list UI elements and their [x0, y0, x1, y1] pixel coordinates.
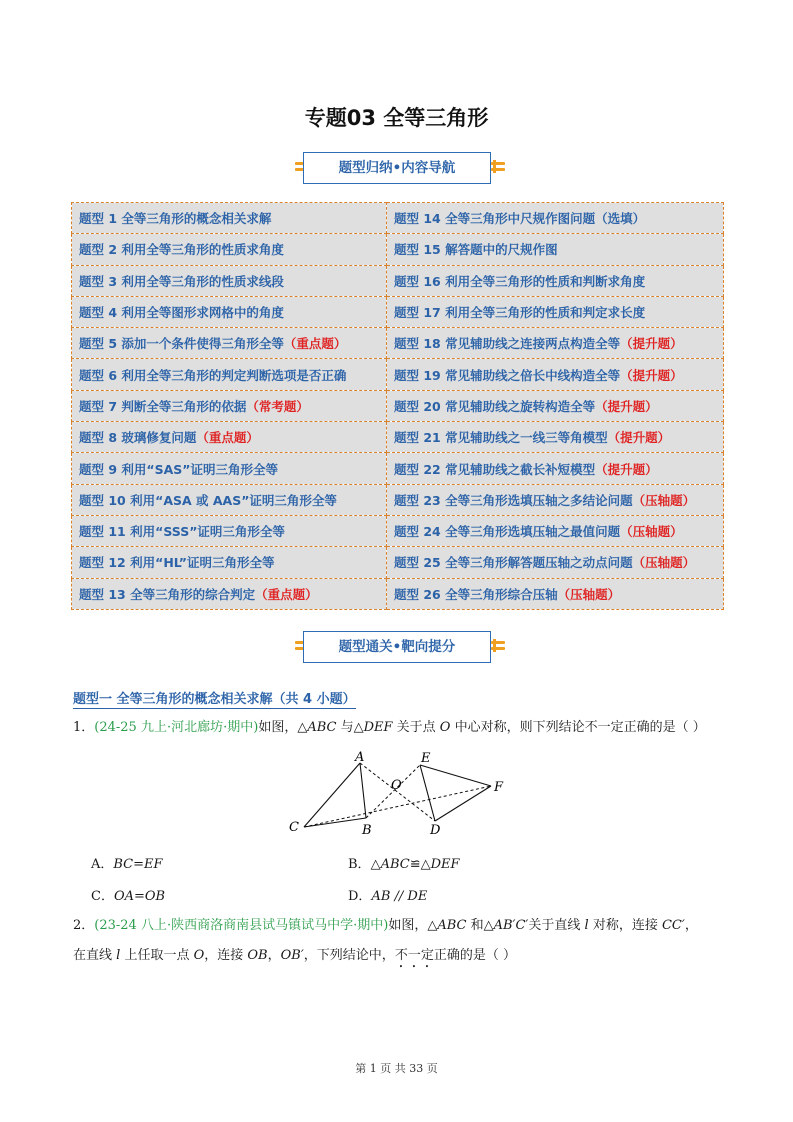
nav-item-label: 题型 5 添加一个条件使得三角形全等: [79, 336, 284, 352]
point-label-c: C: [289, 820, 299, 835]
segment-df: [435, 786, 491, 821]
nav-item[interactable]: [72, 265, 387, 296]
stem-text: 对称，连接: [588, 918, 662, 933]
question-2-line-1: [73, 914, 733, 938]
nav-item-label: 题型 17 利用全等三角形的性质和判定求长度: [394, 305, 646, 321]
nav-row: [72, 203, 724, 234]
math-text: CC′: [661, 918, 685, 933]
nav-item-label: 题型 3 利用全等三角形的性质求线段: [79, 273, 284, 289]
nav-item[interactable]: [72, 234, 387, 265]
segment-ca: [304, 763, 360, 827]
question-number: 2．: [73, 918, 95, 933]
nav-item[interactable]: [387, 359, 724, 390]
nav-row: [72, 359, 724, 390]
nav-item-label: 题型 20 常见辅助线之旋转构造全等: [394, 398, 596, 414]
section-banner-navigation: [295, 152, 503, 186]
nav-item-label: 题型 6 利用全等三角形的判定判断选项是否正确: [79, 367, 347, 383]
math-text: OB: [247, 948, 268, 963]
nav-item-tag: （压轴题）: [557, 586, 621, 602]
segment-ed: [420, 765, 435, 821]
math-text: l: [116, 948, 121, 963]
math-text: O: [193, 948, 205, 963]
nav-item-label: 题型 10 利用“ASA 或 AAS”证明三角形全等: [79, 492, 337, 508]
nav-item[interactable]: [72, 547, 387, 578]
nav-item[interactable]: [387, 234, 724, 265]
nav-item[interactable]: [387, 422, 724, 453]
question-1-figure: [280, 748, 520, 840]
nav-item-tag: （压轴题）: [632, 555, 696, 571]
nav-row: [72, 422, 724, 453]
nav-item-label: 题型 11 利用“SSS”证明三角形全等: [79, 524, 285, 540]
nav-item-tag: （重点题）: [283, 336, 347, 352]
nav-item[interactable]: [387, 484, 724, 515]
math-text: l: [584, 918, 589, 933]
section-heading: 题型一 全等三角形的概念相关求解（共 4 小题）: [73, 688, 356, 709]
math-text: AB′C′: [493, 918, 529, 933]
point-label-d: D: [430, 823, 441, 838]
math-text: DEF: [363, 720, 393, 735]
nav-item-tag: （压轴题）: [632, 492, 696, 508]
option-text: △: [370, 857, 381, 872]
nav-item[interactable]: [72, 359, 387, 390]
stem-text: ，下列结论中，: [303, 948, 395, 963]
point-label-o: O: [391, 778, 402, 793]
nav-item-label: 题型 16 利用全等三角形的性质和判断求角度: [394, 273, 646, 289]
nav-item-tag: （重点题）: [196, 430, 259, 446]
nav-item-tag: （常考题）: [246, 398, 309, 414]
nav-item[interactable]: [387, 265, 724, 296]
option-a[interactable]: [91, 853, 163, 872]
section-banner-practice: [295, 631, 503, 665]
math-text: ABC: [307, 720, 337, 735]
stem-text: 正确的是（ ）: [433, 948, 516, 963]
stem-text: 关于点: [392, 720, 440, 735]
nav-item-tag: （提升题）: [595, 461, 658, 477]
nav-item[interactable]: [387, 390, 724, 421]
option-text: ABC: [380, 857, 410, 872]
stem-text: 关于直线: [528, 918, 585, 933]
question-2-line-2: [73, 944, 733, 971]
segment-ef: [420, 765, 491, 786]
nav-item[interactable]: [387, 547, 724, 578]
nav-item-label: 题型 25 全等三角形解答题压轴之动点问题: [394, 555, 633, 571]
nav-item[interactable]: [387, 296, 724, 327]
page-title: 专题03 全等三角形: [304, 106, 489, 130]
option-text: OA=OB: [113, 889, 166, 904]
nav-item-label: 题型 2 利用全等三角形的性质求角度: [79, 242, 284, 258]
option-b[interactable]: [348, 853, 460, 872]
nav-item[interactable]: [72, 578, 387, 609]
math-text: ABC: [437, 918, 467, 933]
stem-text: 和△: [466, 918, 494, 933]
nav-row: [72, 265, 724, 296]
nav-item[interactable]: [72, 203, 387, 234]
question-source: (23-24 八上·陕西商洛商南县试马镇试马中学·期中): [94, 918, 389, 933]
math-text: OB′: [280, 948, 304, 963]
nav-item[interactable]: [72, 328, 387, 359]
stem-text: 如图，△: [388, 918, 438, 933]
emphasis-text: 不一定: [394, 948, 434, 963]
nav-item-tag: （重点题）: [255, 586, 318, 602]
nav-row: [72, 328, 724, 359]
nav-item-tag: （提升题）: [595, 398, 658, 414]
question-number: 1．: [73, 720, 95, 735]
stem-text: 与△: [336, 720, 364, 735]
option-text: DEF: [430, 857, 460, 872]
nav-item[interactable]: [387, 578, 724, 609]
stem-text: 如图，△: [258, 720, 308, 735]
point-label-b: B: [362, 823, 372, 838]
banner-label: 题型归纳•内容导航: [303, 152, 491, 184]
segment-cb: [304, 818, 366, 827]
nav-item-tag: （压轴题）: [620, 524, 683, 540]
option-text: ≌△: [409, 857, 431, 872]
stem-text: 中心对称，则下列结论不一定正确的是（ ）: [450, 720, 706, 735]
topic-navigation-table: [71, 202, 724, 610]
stem-text: ，连接: [204, 948, 248, 963]
nav-item-tag: （提升题）: [620, 367, 683, 383]
nav-item-label: 题型 19 常见辅助线之倍长中线构造全等: [394, 367, 621, 383]
nav-item-label: 题型 12 利用“HL”证明三角形全等: [79, 555, 275, 571]
banner-right-decoration-icon: [491, 639, 505, 653]
question-2-stem: [73, 914, 733, 971]
nav-item-tag: （提升题）: [620, 336, 683, 352]
question-1-stem: [73, 716, 733, 740]
nav-row: [72, 390, 724, 421]
point-label-f: F: [494, 780, 504, 795]
nav-item-label: 题型 22 常见辅助线之截长补短模型: [394, 461, 596, 477]
nav-item-label: 题型 26 全等三角形综合压轴: [394, 586, 558, 602]
option-c[interactable]: [91, 885, 165, 904]
page-footer: 第 1 页 共 33 页: [355, 1062, 438, 1075]
nav-item-label: 题型 9 利用“SAS”证明三角形全等: [79, 461, 279, 477]
question-source: (24-25 九上·河北廊坊·期中): [94, 720, 259, 735]
nav-item[interactable]: [387, 515, 724, 546]
nav-item-label: 题型 21 常见辅助线之一线三等角模型: [394, 430, 608, 446]
nav-row: [72, 515, 724, 546]
nav-item[interactable]: [72, 422, 387, 453]
nav-item-label: 题型 1 全等三角形的概念相关求解: [79, 211, 272, 227]
nav-item[interactable]: [387, 453, 724, 484]
stem-text: ，: [684, 918, 698, 933]
nav-item-label: 题型 15 解答题中的尺规作图: [394, 242, 558, 258]
nav-item[interactable]: [72, 484, 387, 515]
nav-item[interactable]: [387, 328, 724, 359]
nav-item[interactable]: [72, 296, 387, 327]
nav-item-label: 题型 24 全等三角形选填压轴之最值问题: [394, 524, 621, 540]
nav-item-label: 题型 7 判断全等三角形的依据: [79, 398, 247, 414]
nav-item-label: 题型 8 玻璃修复问题: [79, 430, 197, 446]
nav-item-tag: （提升题）: [607, 430, 671, 446]
stem-text: ，: [267, 948, 281, 963]
option-text: AB // DE: [371, 889, 428, 904]
nav-item-label: 题型 23 全等三角形选填压轴之多结论问题: [394, 492, 633, 508]
nav-item-label: 题型 4 利用全等图形求网格中的角度: [79, 305, 284, 321]
math-text: O: [439, 720, 451, 735]
nav-row: [72, 578, 724, 609]
option-text: BC=EF: [113, 857, 163, 872]
stem-text: 上任取一点: [120, 948, 194, 963]
nav-item[interactable]: [72, 515, 387, 546]
option-d[interactable]: [348, 885, 427, 904]
option-label: B．: [348, 857, 371, 872]
nav-item-label: 题型 18 常见辅助线之连接两点构造全等: [394, 336, 621, 352]
stem-text: 在直线: [73, 948, 117, 963]
nav-item[interactable]: [72, 453, 387, 484]
nav-row: [72, 296, 724, 327]
nav-row: [72, 484, 724, 515]
nav-item-label: 题型 14 全等三角形中尺规作图问题（选填）: [394, 211, 646, 227]
nav-row: [72, 547, 724, 578]
nav-item-label: 题型 13 全等三角形的综合判定: [79, 586, 256, 602]
nav-row: [72, 453, 724, 484]
nav-item[interactable]: [72, 390, 387, 421]
nav-row: [72, 234, 724, 265]
banner-label: 题型通关•靶向提分: [303, 631, 491, 663]
point-label-e: E: [421, 751, 431, 766]
point-label-a: A: [355, 750, 365, 765]
option-label: D．: [348, 889, 372, 904]
banner-right-decoration-icon: [491, 160, 505, 174]
segment-ab: [360, 763, 366, 818]
option-label: C．: [91, 889, 114, 904]
nav-item[interactable]: [387, 203, 724, 234]
option-label: A．: [91, 857, 114, 872]
